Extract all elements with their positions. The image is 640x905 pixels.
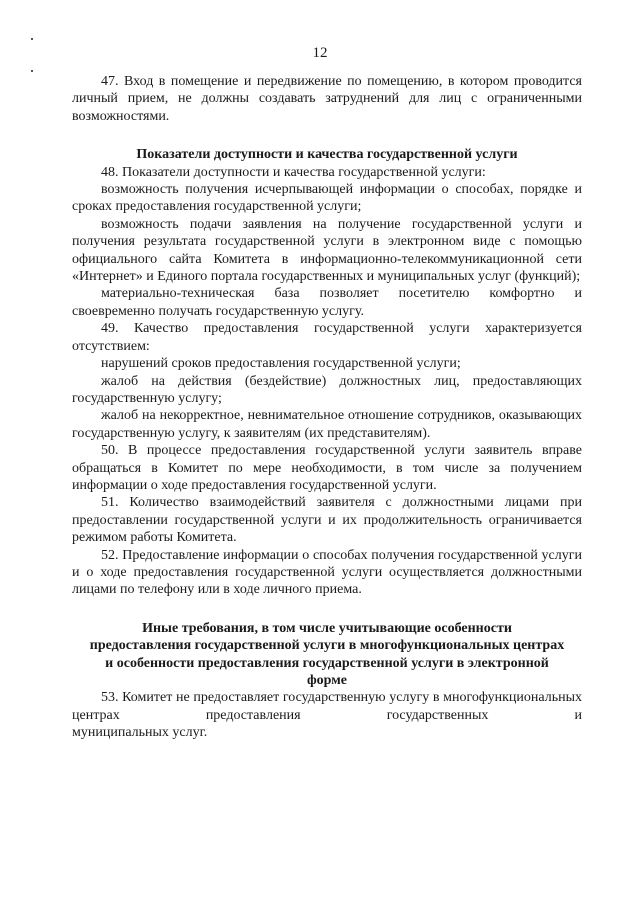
section-heading-accessibility: Показатели доступности и качества государственной услуги — [136, 147, 518, 163]
paragraph-53-line-1: 53. Комитет не предоставляет государственную услугу в многофункциональных центрах предоставления государственных и — [72, 690, 582, 723]
paragraph-48-item-3: материально-техническая база позволяет посетителю комфортно и своевременно получать государственную услугу. — [72, 286, 582, 319]
paragraph-50: 50. В процессе предоставления государственной услуги заявитель вправе обращаться в Комитет по мере необходимости, в том числе за получением информации о ходе предоставления государственной услуги. — [72, 443, 582, 493]
section-heading-other-requirements-line-4: форме — [306, 673, 347, 688]
paragraph-49-item-2: жалоб на действия (бездействие) должностных лиц, предоставляющих государственную услугу; — [72, 373, 582, 406]
paragraph-47: 47. Вход в помещение и передвижение по помещению, в котором проводится личный прием, не должны создавать затруднений для лиц с ограниченными возможностями. — [72, 74, 582, 124]
paragraph-49-item-3: жалоб на некорректное, невнимательное отношение сотрудников, оказывающих государственную услугу, к заявителям (их представителям). — [72, 408, 582, 441]
section-heading-other-requirements-line-1: Иные требования, в том числе учитывающие особенности — [142, 620, 512, 636]
paragraph-48-item-2: возможность подачи заявления на получение государственной услуги и получения результата государственной услуги в электронном виде с помощью официального сайта Комитета в информационно-телекоммуникационной сети «Интернет» и Единого портала государственных и муниципальных услуг (функций); — [72, 216, 582, 285]
paragraph-53-line-2: муниципальных услуг. — [72, 725, 208, 741]
paragraph-52: 52. Предоставление информации о способах получения государственной услуги и о ходе предоставления государственной услуги осуществляется должностными лицами по телефону или в ходе личного приема. — [72, 547, 582, 598]
paragraph-49: 49. Качество предоставления государственной услуги характеризуется отсутствием: — [72, 321, 582, 354]
paragraph-48-item-1: возможность получения исчерпывающей информации о способах, порядке и сроках предоставления государственной услуги; — [72, 182, 582, 215]
paragraph-51: 51. Количество взаимодействий заявителя с должностными лицами при предоставлении государственной услуги и их продолжительность ограничивается режимом работы Комитета. — [72, 495, 582, 546]
scan-dot — [31, 70, 33, 72]
section-heading-other-requirements-line-2: предоставления государственной услуги в многофункциональных центрах — [89, 638, 565, 654]
document-body — [72, 73, 582, 742]
paragraph-48: 48. Показатели доступности и качества государственной услуги: — [101, 164, 486, 180]
scan-dot — [31, 38, 33, 40]
paragraph-49-item-1: нарушений сроков предоставления государственной услуги; — [101, 356, 461, 372]
page-number: 12 — [312, 45, 328, 61]
section-heading-other-requirements-line-3: и особенности предоставления государственной услуги в электронной — [105, 655, 549, 671]
